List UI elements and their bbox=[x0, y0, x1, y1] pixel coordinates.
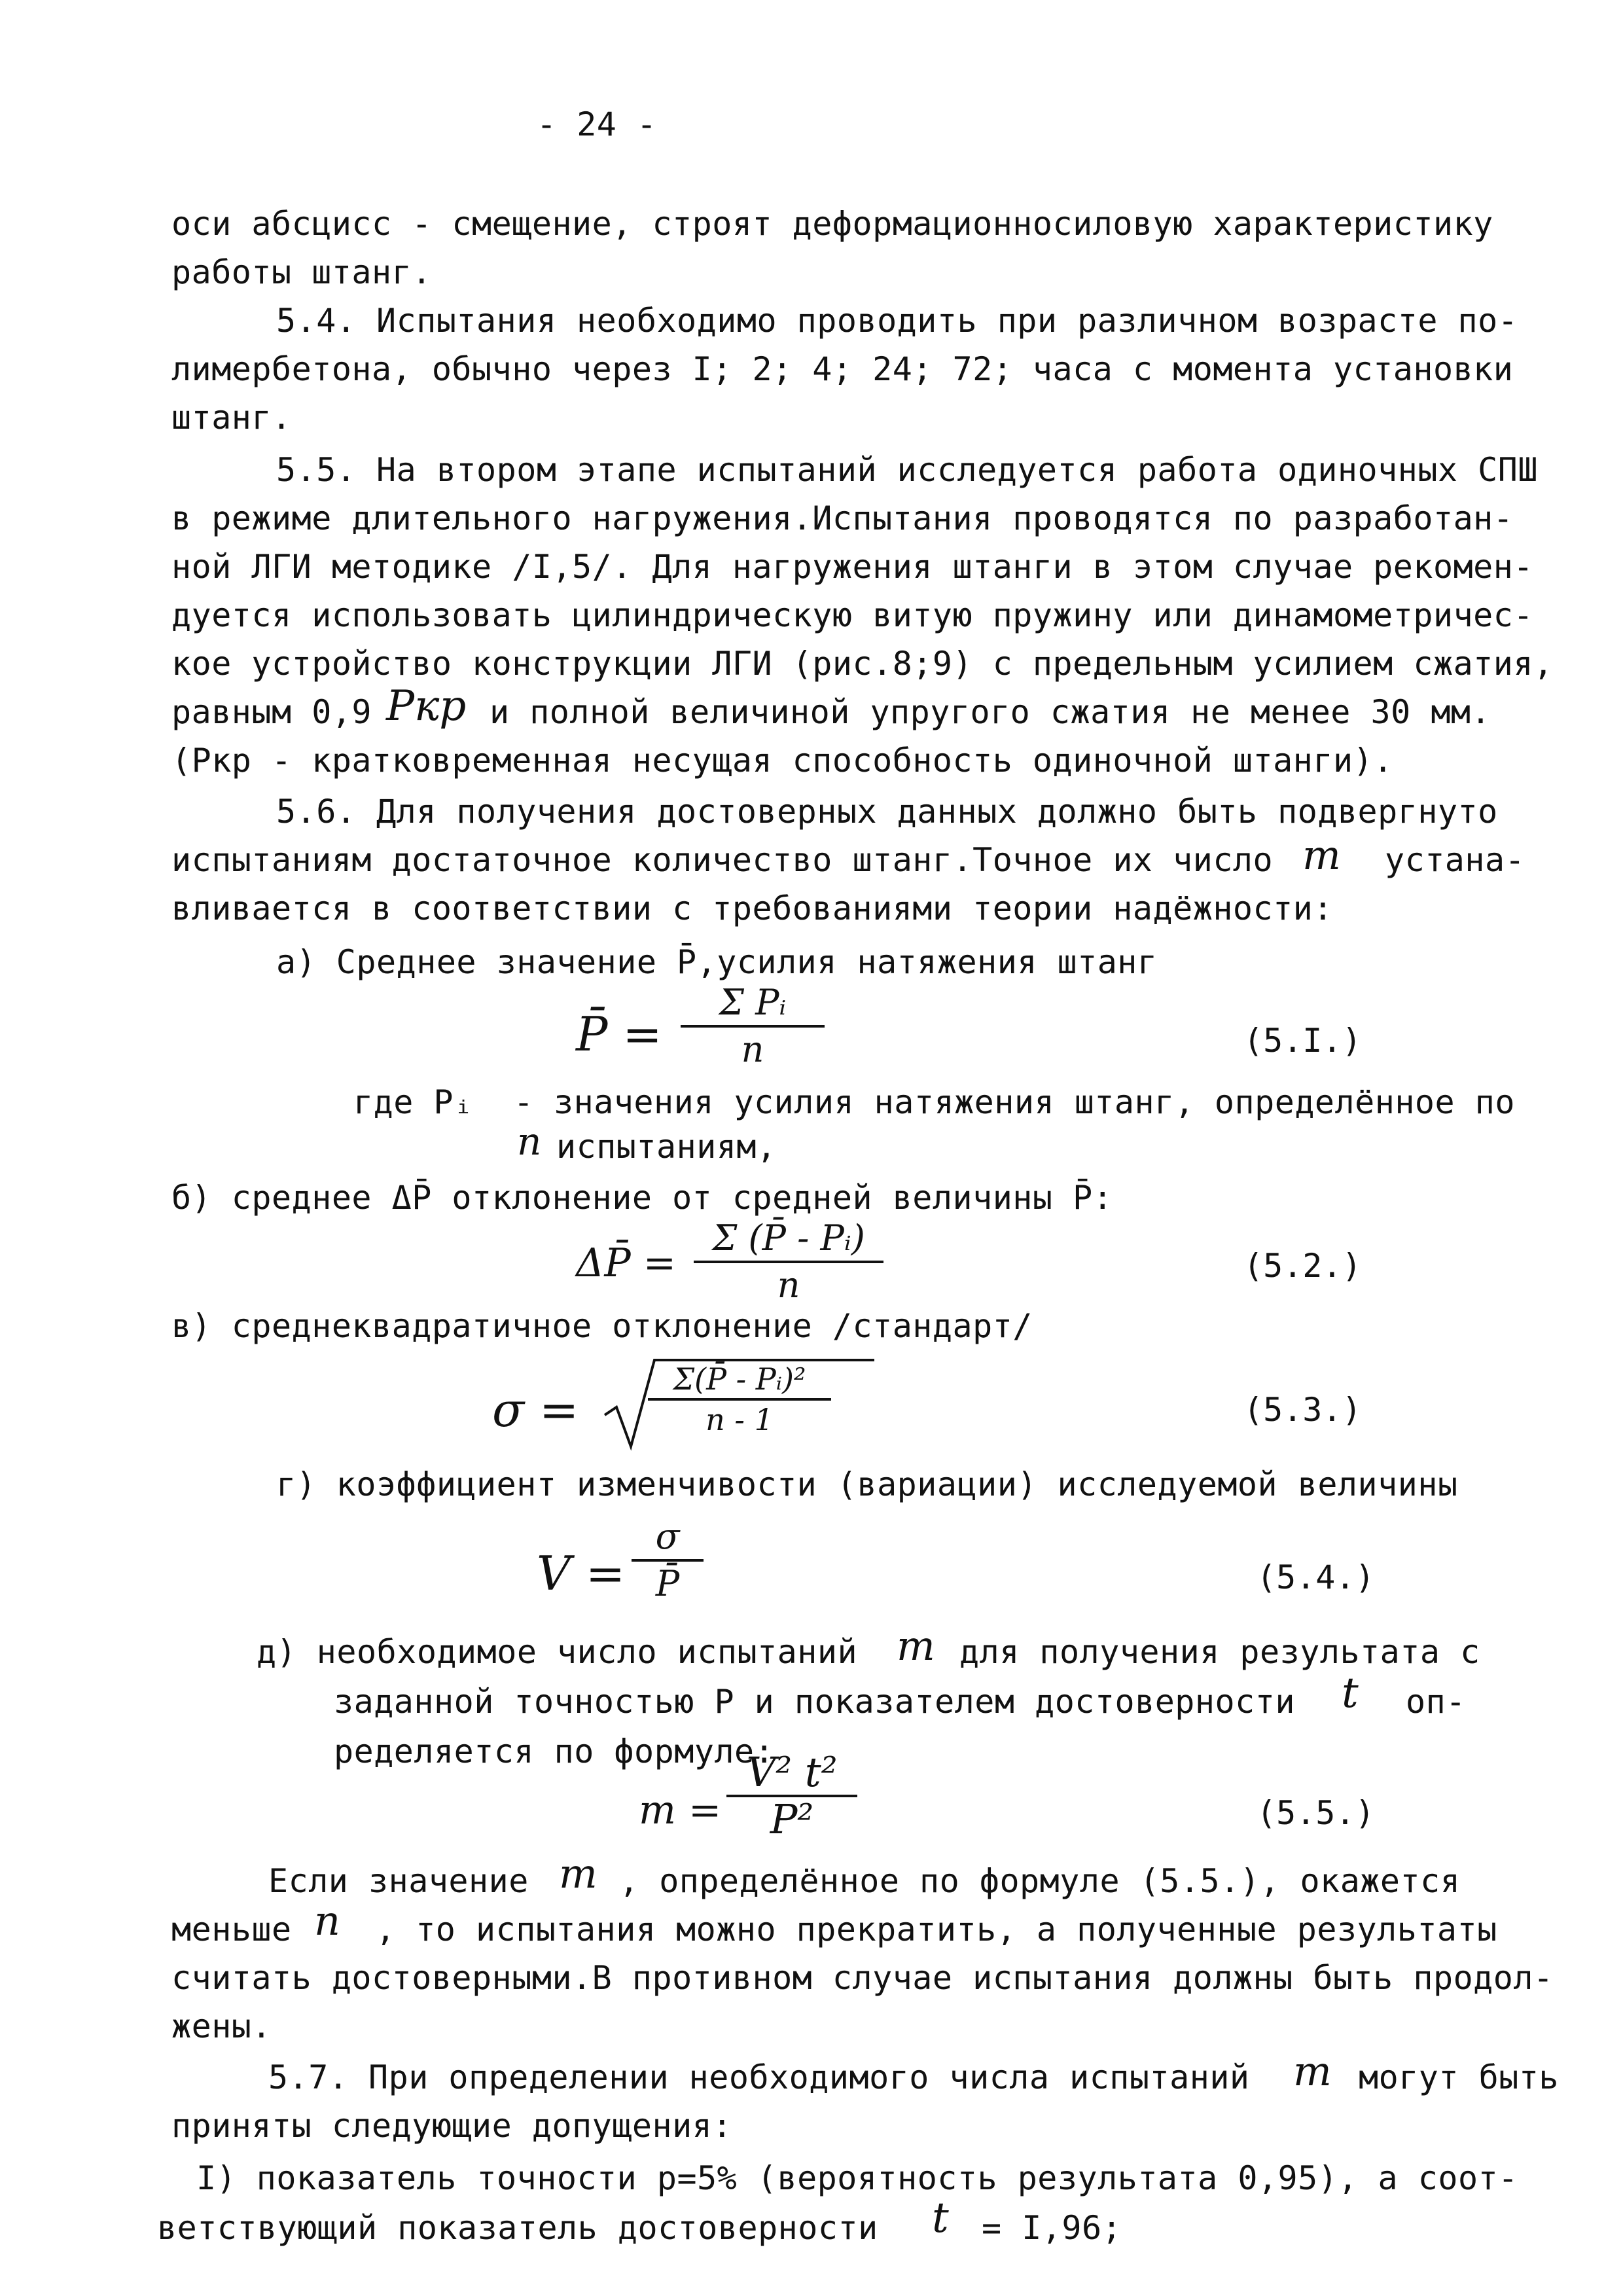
formula-5-2-denominator: n bbox=[777, 1265, 800, 1306]
formula-5-5-lhs: m = bbox=[639, 1787, 722, 1833]
text-line: 5.7. При определении необходимого числа испытаний bbox=[268, 2058, 1250, 2096]
text-line: 5.5. На втором этапе испытаний исследуется работа одиночных СПШ bbox=[276, 451, 1538, 489]
text-line: 5.6. Для получения достоверных данных должно быть подвергнуто bbox=[276, 793, 1498, 831]
text-line: а) Среднее значение P̄,усилия натяжения штанг bbox=[276, 943, 1158, 981]
formula-5-3-denominator: n - 1 bbox=[705, 1402, 774, 1437]
fraction-bar bbox=[632, 1559, 704, 1562]
text-line: лимербетона, обычно через I; 2; 4; 24; 72; часа с момента установки bbox=[171, 350, 1514, 388]
text-line: б) среднее ΔP̄ отклонение от средней величины P̄: bbox=[171, 1179, 1113, 1217]
formula-5-2-lhs: ΔP̄ = bbox=[576, 1240, 677, 1286]
handwritten-p-kr: Pкр bbox=[386, 682, 467, 730]
formula-5-4-numerator: σ bbox=[655, 1516, 680, 1557]
text-line: в) среднеквадратичное отклонение /стандарт/ bbox=[171, 1307, 1033, 1345]
formula-5-1-lhs: P̄ = bbox=[576, 1007, 662, 1062]
formula-5-3-fraction bbox=[648, 1361, 831, 1437]
text-line: приняты следующие допущения: bbox=[171, 2107, 732, 2145]
text-line: ветствующий показатель достоверности bbox=[157, 2209, 878, 2247]
text-line: в режиме длительного нагружения.Испытания проводятся по разработан- bbox=[171, 499, 1514, 537]
handwritten-n: n bbox=[314, 1897, 340, 1945]
formula-5-4-fraction bbox=[632, 1516, 704, 1605]
formula-5-1-fraction bbox=[681, 982, 825, 1071]
text-line: штанг. bbox=[171, 399, 292, 437]
text-line: работы штанг. bbox=[171, 253, 432, 291]
handwritten-m: m bbox=[1293, 2047, 1332, 2095]
formula-5-2-fraction bbox=[694, 1217, 883, 1306]
text-line: вливается в соответствии с требованиями теории надёжности: bbox=[171, 889, 1333, 927]
text-line: устана- bbox=[1385, 841, 1525, 879]
text-line: испытаниям, bbox=[556, 1128, 777, 1166]
text-line: Если значение bbox=[268, 1862, 529, 1900]
text-line: д) необходимое число испытаний bbox=[257, 1633, 858, 1671]
text-line: жены. bbox=[171, 2007, 272, 2045]
formula-5-2-label: (5.2.) bbox=[1243, 1247, 1362, 1285]
text-line: испытаниям достаточное количество штанг.Точное их число bbox=[171, 841, 1274, 879]
text-line: считать достоверными.В противном случае испытания должны быть продол- bbox=[171, 1959, 1554, 1997]
text-line: (Ркр - кратковременная несущая способность одиночной штанги). bbox=[171, 742, 1393, 780]
formula-5-4-label: (5.4.) bbox=[1257, 1558, 1375, 1596]
text-line: I) показатель точности р=5% (вероятность результата 0,95), а соот- bbox=[196, 2159, 1518, 2197]
formula-5-5-numerator: V² t² bbox=[746, 1748, 838, 1796]
handwritten-t: t bbox=[1342, 1669, 1359, 1717]
text-line: меньше bbox=[171, 1910, 292, 1948]
text-line: дуется использовать цилиндрическую витую пружину или динамометричес- bbox=[171, 596, 1533, 634]
handwritten-t: t bbox=[932, 2194, 949, 2242]
formula-5-3-lhs: σ = bbox=[492, 1382, 579, 1437]
text-line: , определённое по формуле (5.5.), окажется bbox=[619, 1862, 1461, 1900]
formula-5-3-numerator: Σ(P̄ - Pᵢ)² bbox=[673, 1361, 806, 1397]
fraction-bar bbox=[648, 1398, 831, 1401]
handwritten-m: m bbox=[1302, 831, 1341, 879]
text-line: г) коэффициент изменчивости (вариации) исследуемой величины bbox=[276, 1465, 1458, 1503]
text-line: ределяется по формуле: bbox=[334, 1732, 775, 1770]
formula-5-3-label: (5.3.) bbox=[1243, 1391, 1362, 1429]
text-line: оси абсцисс - смещение, строят деформационносиловую характеристику bbox=[171, 205, 1493, 243]
fraction-bar bbox=[694, 1261, 883, 1263]
formula-5-1-denominator: n bbox=[741, 1029, 764, 1070]
handwritten-m: m bbox=[897, 1622, 935, 1670]
formula-5-5-label: (5.5.) bbox=[1257, 1794, 1375, 1832]
text-line: , то испытания можно прекратить, а полученные результаты bbox=[376, 1910, 1497, 1948]
formula-5-1-label: (5.I.) bbox=[1243, 1022, 1362, 1060]
text-line: ной ЛГИ методике /I,5/. Для нагружения штанги в этом случае рекомен- bbox=[171, 548, 1533, 586]
formula-5-5-fraction bbox=[726, 1748, 857, 1843]
handwritten-n: n bbox=[517, 1119, 542, 1164]
text-line: 5.4. Испытания необходимо проводить при различном возрасте по- bbox=[276, 302, 1518, 340]
text-line: и полной величиной упругого сжатия не менее 30 мм. bbox=[490, 693, 1491, 731]
text-line: = I,96; bbox=[982, 2209, 1122, 2247]
formula-5-5-denominator: P² bbox=[770, 1795, 814, 1843]
page-number: - 24 - bbox=[537, 105, 657, 143]
text-line: для получения результата с bbox=[959, 1633, 1480, 1671]
formula-5-4-denominator: P̄ bbox=[655, 1563, 680, 1604]
text-line: равным 0,9 bbox=[171, 693, 372, 731]
text-line: кое устройство конструкции ЛГИ (рис.8;9) с предельным усилием сжатия, bbox=[171, 645, 1554, 683]
text-line: заданной точностью Р и показателем достоверности bbox=[334, 1683, 1295, 1721]
formula-5-1-numerator: Σ Pᵢ bbox=[719, 982, 787, 1023]
formula-5-4-lhs: V = bbox=[537, 1546, 626, 1601]
formula-5-2-numerator: Σ (P̄ - Pᵢ) bbox=[712, 1217, 865, 1259]
fraction-bar bbox=[681, 1025, 825, 1028]
handwritten-m: m bbox=[559, 1850, 597, 1897]
text-line: оп- bbox=[1406, 1683, 1466, 1721]
text-line: могут быть bbox=[1359, 2058, 1560, 2096]
text-line: где Pᵢ - значения усилия натяжения штанг, определённое по bbox=[353, 1083, 1515, 1121]
